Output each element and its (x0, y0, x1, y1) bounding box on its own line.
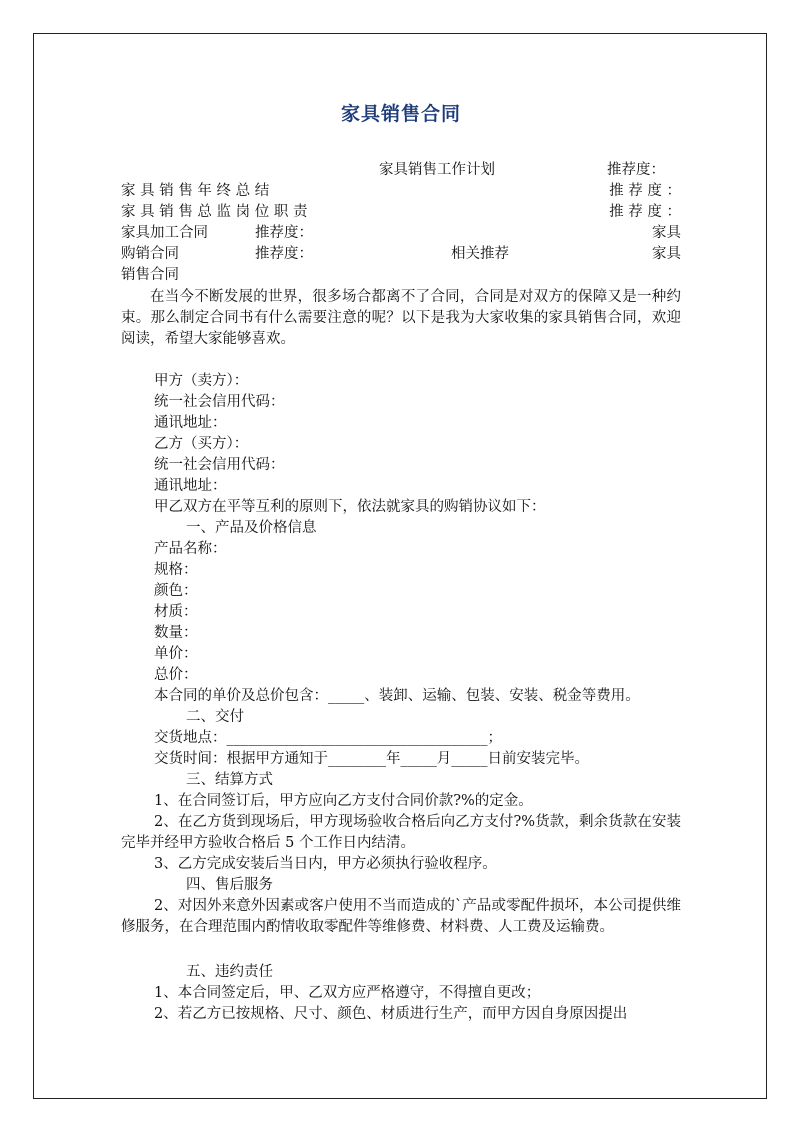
recommend-label: 推 荐 度 ： (609, 183, 681, 199)
related-link-director-duties[interactable]: 家 具 销 售 总 监 岗 位 职 责 (121, 204, 308, 220)
settlement-item-1: 1、在合同签订后，甲方应向乙方支付合同价款?%的定金。 (154, 793, 533, 809)
section-heading: 一、产品及价格信息 (186, 520, 317, 536)
related-row-1 (121, 160, 681, 181)
document-title: 家具销售合同 (340, 103, 461, 125)
related-link-work-plan[interactable]: 家具销售工作计划 (379, 162, 495, 178)
product-name-label: 产品名称： (154, 541, 227, 557)
related-recommend-label: 相关推荐 (451, 246, 509, 262)
delivery-place-text: 交货地点：____________________________________； (154, 730, 502, 746)
buyer-credit-code-label: 统一社会信用代码： (154, 457, 285, 473)
related-link-year-end-summary[interactable]: 家 具 销 售 年 终 总 结 (121, 183, 270, 199)
related-link-furniture[interactable]: 家具 (652, 225, 681, 241)
related-row-6 (121, 265, 681, 286)
recommend-label: 推荐度： (255, 246, 313, 262)
settlement-item-2: 2、在乙方货到现场后，甲方现场验收合格后向乙方支付?%货款，剩余货款在安装完毕并经甲方验收合格后 5 个工作日内结清。 (121, 814, 681, 851)
related-link-processing-contract[interactable]: 家具加工合同 (121, 225, 208, 241)
related-link-purchase-contract[interactable]: 购销合同 (121, 246, 179, 262)
breach-item-2: 2、若乙方已按规格、尺寸、颜色、材质进行生产，而甲方因自身原因提出 (154, 1006, 628, 1022)
agreement-text: 甲乙双方在平等互利的原则下，依法就家具的购销协议如下： (154, 499, 546, 515)
recommend-label: 推 荐 度 ： (609, 204, 681, 220)
section-heading: 四、售后服务 (186, 877, 273, 893)
quantity-label: 数量： (154, 625, 198, 641)
section-heading: 三、结算方式 (186, 772, 273, 788)
after-sales-item-2: 2、对因外来意外因素或客户使用不当而造成的`产品或零配件损坏，本公司提供维修服务，在合理范围内酌情收取零配件等维修费、材料费、人工费及运输费。 (121, 898, 681, 935)
related-row-2 (121, 181, 681, 202)
seller-credit-code-label: 统一社会信用代码： (154, 394, 285, 410)
spec-label: 规格： (154, 562, 198, 578)
color-label: 颜色： (154, 583, 198, 599)
seller-address-label: 通讯地址： (154, 415, 227, 431)
related-row-4 (121, 223, 681, 244)
breach-item-1: 1、本合同签定后，甲、乙双方应严格遵守，不得擅自更改； (154, 985, 541, 1001)
recommend-label: 推荐度： (607, 162, 665, 178)
seller-label: 甲方（卖方）： (154, 373, 249, 389)
buyer-address-label: 通讯地址： (154, 478, 227, 494)
section-heading: 五、违约责任 (186, 964, 273, 980)
related-link-furniture[interactable]: 家具 (652, 246, 681, 262)
price-includes-text: 本合同的单价及总价包含：_____、装卸、运输、包装、安装、税金等费用。 (154, 688, 640, 704)
unit-price-label: 单价： (154, 646, 198, 662)
related-row-5 (121, 244, 681, 265)
delivery-time-text: 交货时间：根据甲方通知于________年_____月_____日前安装完毕。 (154, 751, 589, 767)
buyer-label: 乙方（买方）： (154, 436, 249, 452)
settlement-item-3: 3、乙方完成安装后当日内，甲方必须执行验收程序。 (154, 856, 497, 872)
related-link-sales-contract[interactable]: 销售合同 (121, 267, 179, 283)
intro-paragraph: 在当今不断发展的世界，很多场合都离不了合同，合同是对双方的保障又是一种约束。那么制定合同书有什么需要注意的呢？以下是我为大家收集的家具销售合同，欢迎阅读，希望大家能够喜欢。 (121, 289, 681, 347)
recommend-label: 推荐度： (255, 225, 313, 241)
section-heading: 二、交付 (186, 709, 244, 725)
total-price-label: 总价： (154, 667, 198, 683)
material-label: 材质： (154, 604, 198, 620)
related-row-3 (121, 202, 681, 223)
